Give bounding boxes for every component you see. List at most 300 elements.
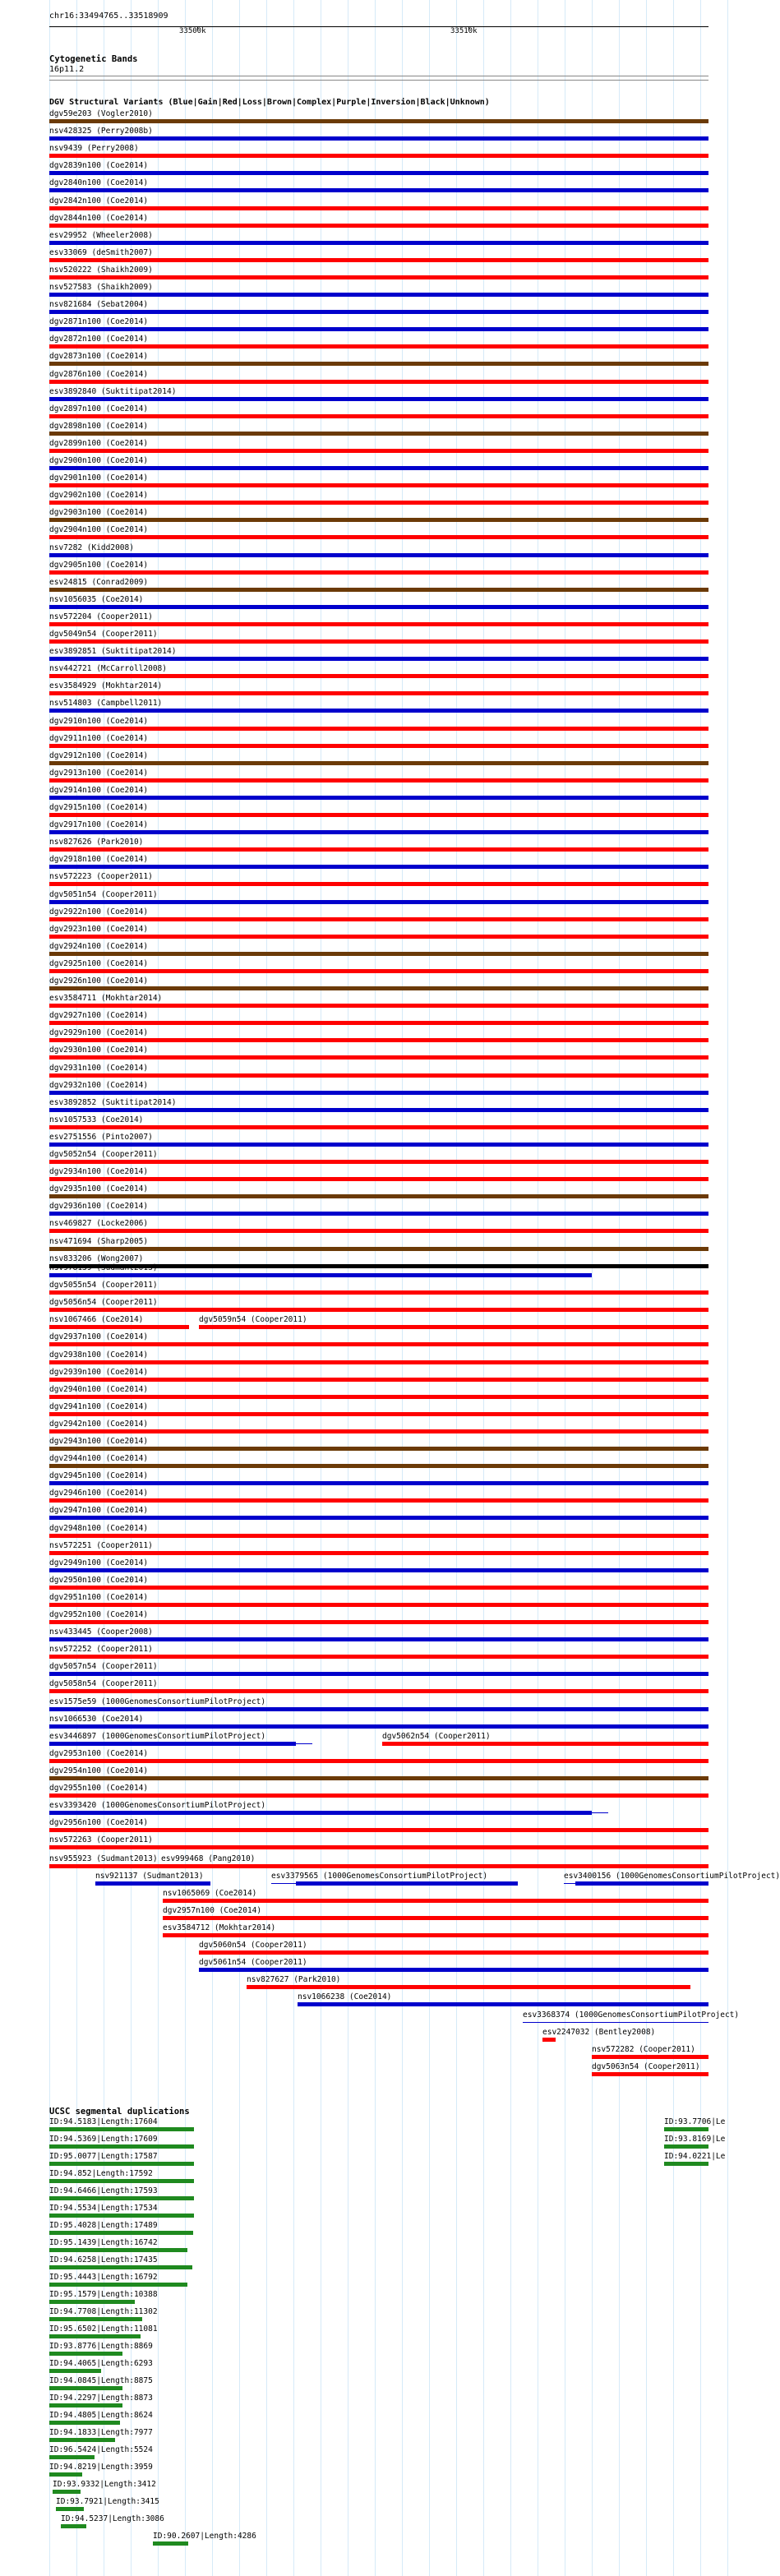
variant-label[interactable]: dgv2902n100 (Coe2014): [49, 491, 149, 500]
variant-bar[interactable]: [49, 1229, 708, 1233]
variant-bar[interactable]: [199, 1968, 708, 1972]
variant-label[interactable]: esv3393420 (1000GenomesConsortiumPilotProject): [49, 1801, 266, 1810]
variant-bar[interactable]: [49, 709, 708, 713]
variant-label[interactable]: dgv2915n100 (Coe2014): [49, 803, 149, 812]
variant-label[interactable]: ID:94.4805|Length:8624: [49, 2411, 153, 2420]
variant-label[interactable]: dgv2943n100 (Coe2014): [49, 1437, 149, 1446]
variant-label[interactable]: dgv2911n100 (Coe2014): [49, 734, 149, 743]
variant-bar[interactable]: [49, 501, 708, 505]
variant-label[interactable]: dgv2918n100 (Coe2014): [49, 855, 149, 864]
variant-label[interactable]: dgv5062n54 (Cooper2011): [382, 1732, 491, 1741]
variant-bar[interactable]: [49, 639, 708, 644]
variant-label[interactable]: ID:95.6502|Length:11081: [49, 2324, 158, 2334]
variant-bar[interactable]: [49, 1143, 708, 1147]
variant-bar[interactable]: [49, 310, 708, 314]
variant-label[interactable]: nsv572223 (Cooper2011): [49, 872, 153, 881]
variant-bar[interactable]: [49, 380, 708, 384]
variant-label[interactable]: ID:96.5424|Length:5524: [49, 2445, 153, 2454]
variant-label[interactable]: dgv2913n100 (Coe2014): [49, 769, 149, 778]
variant-label[interactable]: dgv5061n54 (Cooper2011): [199, 1958, 307, 1967]
variant-bar[interactable]: [49, 483, 708, 487]
variant-bar[interactable]: [49, 622, 708, 626]
variant-bar[interactable]: [49, 2386, 122, 2390]
variant-bar[interactable]: [49, 1672, 708, 1676]
variant-label[interactable]: ID:95.4028|Length:17489: [49, 2221, 158, 2230]
variant-label[interactable]: ID:94.5237|Length:3086: [61, 2514, 164, 2523]
variant-label[interactable]: dgv2938n100 (Coe2014): [49, 1350, 149, 1360]
variant-label[interactable]: dgv2925n100 (Coe2014): [49, 959, 149, 968]
variant-label[interactable]: dgv2844n100 (Coe2014): [49, 214, 149, 223]
variant-label[interactable]: nsv833206 (Wong2007): [49, 1254, 144, 1263]
variant-bar[interactable]: [592, 2055, 708, 2059]
variant-bar[interactable]: [49, 553, 708, 557]
variant-label[interactable]: nsv442721 (McCarroll2008): [49, 664, 167, 673]
variant-bar[interactable]: [49, 2334, 141, 2338]
variant-label[interactable]: dgv2927n100 (Coe2014): [49, 1011, 149, 1020]
variant-label[interactable]: ID:94.0221|Le: [664, 2152, 726, 2161]
variant-label[interactable]: dgv2926n100 (Coe2014): [49, 976, 149, 986]
variant-bar[interactable]: [49, 1464, 708, 1468]
variant-bar[interactable]: [49, 293, 708, 297]
variant-bar[interactable]: [49, 1759, 708, 1763]
variant-bar[interactable]: [49, 2283, 187, 2287]
variant-bar[interactable]: [49, 241, 708, 245]
variant-bar[interactable]: [49, 1828, 708, 1832]
variant-label[interactable]: dgv2899n100 (Coe2014): [49, 439, 149, 448]
variant-label[interactable]: nsv572251 (Cooper2011): [49, 1541, 153, 1550]
variant-bar[interactable]: [542, 2038, 556, 2042]
variant-label[interactable]: ID:94.4065|Length:6293: [49, 2359, 153, 2368]
variant-label[interactable]: dgv2935n100 (Coe2014): [49, 1184, 149, 1193]
variant-bar[interactable]: [49, 1342, 708, 1346]
variant-bar[interactable]: [49, 744, 708, 748]
variant-label[interactable]: dgv2932n100 (Coe2014): [49, 1081, 149, 1090]
variant-label[interactable]: dgv2937n100 (Coe2014): [49, 1332, 149, 1341]
variant-label[interactable]: dgv2954n100 (Coe2014): [49, 1766, 149, 1775]
variant-label[interactable]: nsv978139 (Sudmant2013): [49, 1263, 158, 1272]
variant-bar[interactable]: [49, 1212, 708, 1216]
variant-label[interactable]: nsv572204 (Cooper2011): [49, 612, 153, 621]
variant-label[interactable]: dgv5056n54 (Cooper2011): [49, 1298, 158, 1307]
variant-bar[interactable]: [298, 2002, 708, 2006]
variant-bar[interactable]: [664, 2144, 708, 2149]
variant-label[interactable]: ID:94.5369|Length:17609: [49, 2135, 158, 2144]
variant-bar[interactable]: [49, 1498, 708, 1503]
variant-label[interactable]: dgv2914n100 (Coe2014): [49, 786, 149, 795]
variant-label[interactable]: dgv2917n100 (Coe2014): [49, 820, 149, 829]
variant-label[interactable]: ID:93.7706|Le: [664, 2117, 726, 2126]
variant-label[interactable]: esv29952 (Wheeler2008): [49, 231, 153, 240]
variant-bar[interactable]: [49, 1395, 708, 1399]
variant-label[interactable]: dgv59e203 (Vogler2010): [49, 109, 153, 118]
variant-label[interactable]: ID:95.1579|Length:10388: [49, 2290, 158, 2299]
variant-bar[interactable]: [49, 1534, 708, 1538]
variant-label[interactable]: ID:93.8776|Length:8869: [49, 2342, 153, 2351]
variant-bar[interactable]: [163, 1933, 708, 1937]
variant-bar[interactable]: [49, 900, 708, 904]
variant-bar[interactable]: [49, 1707, 708, 1711]
variant-label[interactable]: dgv5059n54 (Cooper2011): [199, 1315, 307, 1324]
variant-label[interactable]: nsv1065069 (Coe2014): [163, 1889, 257, 1898]
variant-label[interactable]: dgv2957n100 (Coe2014): [163, 1906, 262, 1915]
variant-label[interactable]: ID:95.4443|Length:16792: [49, 2273, 158, 2282]
variant-label[interactable]: dgv2930n100 (Coe2014): [49, 1046, 149, 1055]
variant-bar[interactable]: [49, 1742, 296, 1746]
variant-bar[interactable]: [49, 986, 708, 990]
variant-bar[interactable]: [49, 570, 708, 575]
variant-bar[interactable]: [49, 1568, 708, 1572]
variant-bar[interactable]: [49, 206, 708, 210]
variant-bar[interactable]: [49, 1724, 708, 1729]
variant-bar[interactable]: [199, 1950, 708, 1955]
variant-bar[interactable]: [49, 1177, 708, 1181]
variant-label[interactable]: ID:94.7708|Length:11302: [49, 2307, 158, 2316]
variant-bar[interactable]: [49, 224, 708, 228]
variant-label[interactable]: dgv2946n100 (Coe2014): [49, 1489, 149, 1498]
variant-label[interactable]: esv3368374 (1000GenomesConsortiumPilotProject): [523, 2010, 740, 2020]
variant-bar[interactable]: [49, 258, 708, 262]
cytobands-title[interactable]: Cytogenetic Bands: [49, 54, 138, 64]
variant-label[interactable]: ID:95.1439|Length:16742: [49, 2238, 158, 2247]
variant-label[interactable]: esv3379565 (1000GenomesConsortiumPilotProject): [271, 1872, 488, 1881]
variant-label[interactable]: ID:94.852|Length:17592: [49, 2169, 153, 2178]
variant-label[interactable]: dgv2873n100 (Coe2014): [49, 352, 149, 361]
variant-label[interactable]: dgv2929n100 (Coe2014): [49, 1028, 149, 1037]
variant-bar[interactable]: [49, 275, 708, 279]
variant-bar[interactable]: [49, 1038, 708, 1042]
variant-label[interactable]: nsv827626 (Park2010): [49, 838, 144, 847]
variant-bar[interactable]: [49, 847, 708, 852]
variant-label[interactable]: dgv2842n100 (Coe2014): [49, 196, 149, 205]
variant-bar[interactable]: [49, 1273, 592, 1277]
segdups-title[interactable]: UCSC segmental duplications: [49, 2107, 190, 2117]
variant-label[interactable]: dgv2903n100 (Coe2014): [49, 508, 149, 517]
variant-bar[interactable]: [49, 449, 708, 453]
variant-label[interactable]: dgv2949n100 (Coe2014): [49, 1558, 149, 1567]
variant-label[interactable]: dgv2901n100 (Coe2014): [49, 473, 149, 482]
variant-bar[interactable]: [56, 2507, 84, 2511]
gridline: [456, 0, 457, 2576]
gridline: [727, 0, 728, 2576]
variant-bar[interactable]: [49, 657, 708, 661]
variant-bar[interactable]: [49, 466, 708, 470]
variant-bar[interactable]: [49, 1603, 708, 1607]
variant-label[interactable]: esv3892840 (Suktitipat2014): [49, 387, 177, 396]
variant-bar[interactable]: [49, 865, 708, 869]
variant-label[interactable]: dgv2944n100 (Coe2014): [49, 1454, 149, 1463]
variant-bar[interactable]: [49, 1160, 708, 1164]
variant-label[interactable]: nsv469827 (Locke2006): [49, 1219, 149, 1228]
variant-label[interactable]: nsv821684 (Sebat2004): [49, 300, 149, 309]
variant-bar[interactable]: [49, 2248, 187, 2252]
variant-label[interactable]: dgv2905n100 (Coe2014): [49, 561, 149, 570]
variant-bar[interactable]: [49, 1194, 708, 1198]
variant-label[interactable]: nsv572252 (Cooper2011): [49, 1645, 153, 1654]
variant-label[interactable]: nsv572282 (Cooper2011): [592, 2045, 695, 2054]
variant-label[interactable]: dgv2947n100 (Coe2014): [49, 1506, 149, 1515]
variant-label[interactable]: dgv2924n100 (Coe2014): [49, 942, 149, 951]
variant-bar[interactable]: [49, 952, 708, 956]
variant-bar[interactable]: [49, 1637, 708, 1641]
variant-label[interactable]: dgv2945n100 (Coe2014): [49, 1471, 149, 1480]
variant-label[interactable]: esv3584711 (Mokhtar2014): [49, 994, 163, 1003]
variant-bar[interactable]: [161, 1864, 708, 1868]
variant-bar[interactable]: [53, 2490, 81, 2494]
variant-label[interactable]: nsv9439 (Perry2008): [49, 144, 139, 153]
variant-label[interactable]: nsv1056035 (Coe2014): [49, 595, 144, 604]
variant-label[interactable]: ID:93.8169|Le: [664, 2135, 726, 2144]
variant-bar[interactable]: [575, 1881, 708, 1886]
variant-bar[interactable]: [247, 1985, 690, 1989]
variant-label[interactable]: ID:90.2607|Length:4286: [153, 2532, 256, 2541]
variant-bar[interactable]: [49, 2144, 194, 2149]
variant-bar[interactable]: [49, 1845, 708, 1849]
variant-label[interactable]: dgv2931n100 (Coe2014): [49, 1064, 149, 1073]
variant-bar[interactable]: [49, 535, 708, 539]
variant-bar[interactable]: [49, 1325, 189, 1329]
variant-label[interactable]: dgv2941n100 (Coe2014): [49, 1402, 149, 1411]
variant-label[interactable]: nsv955923 (Sudmant2013): [49, 1854, 158, 1863]
variant-label[interactable]: nsv520222 (Shaikh2009): [49, 265, 153, 275]
dgv-track-title[interactable]: DGV Structural Variants (Blue|Gain|Red|Loss|Brown|Complex|Purple|Inversion|Black|Unknown): [49, 98, 490, 107]
variant-bar[interactable]: [296, 1881, 518, 1886]
variant-bar[interactable]: [49, 1447, 708, 1451]
variant-bar[interactable]: [49, 1620, 708, 1624]
variant-bar[interactable]: [49, 2162, 194, 2166]
variant-bar[interactable]: [49, 2403, 122, 2407]
variant-label[interactable]: dgv2952n100 (Coe2014): [49, 1610, 149, 1619]
variant-label[interactable]: esv33069 (deSmith2007): [49, 248, 153, 257]
variant-label[interactable]: ID:94.2297|Length:8873: [49, 2394, 153, 2403]
variant-bar[interactable]: [49, 2421, 120, 2425]
variant-label[interactable]: dgv2904n100 (Coe2014): [49, 525, 149, 534]
variant-label[interactable]: nsv7282 (Kidd2008): [49, 543, 134, 552]
variant-bar[interactable]: [49, 917, 708, 921]
variant-bar[interactable]: [49, 674, 708, 678]
variant-bar[interactable]: [49, 2127, 194, 2131]
variant-bar[interactable]: [163, 1899, 708, 1903]
variant-label[interactable]: dgv5055n54 (Cooper2011): [49, 1281, 158, 1290]
variant-label[interactable]: esv1575e59 (1000GenomesConsortiumPilotProject): [49, 1697, 266, 1706]
variant-label[interactable]: dgv2948n100 (Coe2014): [49, 1524, 149, 1533]
variant-label[interactable]: ID:94.6466|Length:17593: [49, 2186, 158, 2195]
variant-bar[interactable]: [49, 1378, 708, 1382]
variant-label[interactable]: nsv428325 (Perry2008b): [49, 127, 153, 136]
variant-label[interactable]: esv3892852 (Suktitipat2014): [49, 1098, 177, 1107]
variant-label[interactable]: dgv2955n100 (Coe2014): [49, 1784, 149, 1793]
variant-label[interactable]: esv3584929 (Mokhtar2014): [49, 681, 163, 690]
variant-label[interactable]: esv999468 (Pang2010): [161, 1854, 256, 1863]
variant-bar[interactable]: [49, 119, 708, 123]
variant-bar[interactable]: [163, 1916, 708, 1920]
variant-label[interactable]: esv24815 (Conrad2009): [49, 578, 149, 587]
variant-label[interactable]: ID:94.5534|Length:17534: [49, 2204, 158, 2213]
variant-label[interactable]: ID:95.0077|Length:17587: [49, 2152, 158, 2161]
variant-label[interactable]: dgv2951n100 (Coe2014): [49, 1593, 149, 1602]
variant-label[interactable]: dgv5063n54 (Cooper2011): [592, 2062, 700, 2071]
variant-label[interactable]: dgv2897n100 (Coe2014): [49, 404, 149, 413]
variant-label[interactable]: dgv2942n100 (Coe2014): [49, 1420, 149, 1429]
variant-label[interactable]: dgv2839n100 (Coe2014): [49, 161, 149, 170]
variant-bar[interactable]: [49, 588, 708, 592]
variant-bar[interactable]: [49, 1551, 708, 1555]
variant-label[interactable]: nsv1066238 (Coe2014): [298, 1992, 392, 2001]
variant-label[interactable]: dgv2934n100 (Coe2014): [49, 1167, 149, 1176]
variant-bar[interactable]: [49, 432, 708, 436]
variant-bar[interactable]: [49, 1021, 708, 1025]
variant-bar[interactable]: [664, 2162, 708, 2166]
variant-label[interactable]: nsv1066530 (Coe2014): [49, 1715, 144, 1724]
variant-bar[interactable]: [49, 2196, 194, 2200]
variant-bar[interactable]: [49, 796, 708, 800]
variant-bar[interactable]: [49, 1125, 708, 1129]
variant-bar[interactable]: [49, 1811, 592, 1815]
variant-bar[interactable]: [49, 2369, 101, 2373]
variant-label[interactable]: dgv5060n54 (Cooper2011): [199, 1941, 307, 1950]
variant-bar[interactable]: [153, 2541, 188, 2546]
variant-bar[interactable]: [49, 397, 708, 401]
variant-bar[interactable]: [49, 1516, 708, 1520]
gridline: [402, 0, 403, 2576]
variant-bar[interactable]: [49, 1360, 708, 1364]
variant-label[interactable]: dgv5057n54 (Cooper2011): [49, 1662, 158, 1671]
variant-bar[interactable]: [49, 1091, 708, 1095]
variant-bar[interactable]: [49, 1308, 708, 1312]
variant-label[interactable]: esv3892851 (Suktitipat2014): [49, 647, 177, 656]
variant-bar[interactable]: [49, 327, 708, 331]
variant-bar[interactable]: [49, 2438, 115, 2442]
variant-label[interactable]: ID:94.6258|Length:17435: [49, 2255, 158, 2264]
variant-label[interactable]: ID:94.1833|Length:7977: [49, 2428, 153, 2437]
variant-bar[interactable]: [49, 2265, 192, 2269]
variant-label[interactable]: dgv2956n100 (Coe2014): [49, 1818, 149, 1827]
variant-bar[interactable]: [49, 830, 708, 834]
variant-label[interactable]: nsv827627 (Park2010): [247, 1975, 341, 1984]
variant-bar[interactable]: [49, 362, 708, 366]
variant-label[interactable]: nsv471694 (Sharp2005): [49, 1237, 149, 1246]
variant-bar[interactable]: [49, 1776, 708, 1780]
variant-bar[interactable]: [49, 691, 708, 695]
variant-label[interactable]: dgv2923n100 (Coe2014): [49, 925, 149, 934]
variant-label[interactable]: dgv2912n100 (Coe2014): [49, 751, 149, 760]
variant-bar[interactable]: [49, 1247, 708, 1251]
variant-bar[interactable]: [49, 2179, 194, 2183]
variant-label[interactable]: nsv1067466 (Coe2014): [49, 1315, 144, 1324]
variant-bar[interactable]: [49, 1481, 708, 1485]
variant-bar[interactable]: [49, 1655, 708, 1659]
variant-bar[interactable]: [61, 2524, 86, 2528]
variant-bar[interactable]: [49, 1586, 708, 1590]
variant-bar[interactable]: [49, 344, 708, 349]
variant-bar[interactable]: [49, 605, 708, 609]
variant-bar[interactable]: [592, 2072, 708, 2076]
variant-bar[interactable]: [49, 2300, 135, 2304]
variant-label[interactable]: dgv2939n100 (Coe2014): [49, 1368, 149, 1377]
variant-label[interactable]: nsv572263 (Cooper2011): [49, 1835, 153, 1844]
variant-label[interactable]: dgv2876n100 (Coe2014): [49, 370, 149, 379]
variant-bar[interactable]: [49, 969, 708, 973]
variant-label[interactable]: dgv2922n100 (Coe2014): [49, 907, 149, 916]
variant-bar[interactable]: [49, 778, 708, 782]
variant-bar[interactable]: [49, 171, 708, 175]
variant-bar[interactable]: [49, 882, 708, 886]
variant-bar[interactable]: [49, 154, 708, 158]
variant-bar[interactable]: [49, 1429, 708, 1433]
variant-bar[interactable]: [49, 1108, 708, 1112]
variant-bar[interactable]: [49, 2352, 122, 2356]
variant-bar[interactable]: [49, 1004, 708, 1008]
variant-label[interactable]: esv3584712 (Mokhtar2014): [163, 1923, 276, 1932]
variant-bar[interactable]: [382, 1742, 708, 1746]
variant-label[interactable]: ID:94.8219|Length:3959: [49, 2463, 153, 2472]
variant-label[interactable]: dgv2871n100 (Coe2014): [49, 317, 149, 326]
variant-bar[interactable]: [49, 1794, 708, 1798]
variant-bar[interactable]: [49, 2214, 194, 2218]
variant-bar[interactable]: [199, 1325, 708, 1329]
variant-label[interactable]: esv3400156 (1000GenomesConsortiumPilotProject): [564, 1872, 780, 1881]
variant-bar[interactable]: [49, 813, 708, 817]
variant-label[interactable]: nsv527583 (Shaikh2009): [49, 283, 153, 292]
variant-bar[interactable]: [49, 414, 708, 418]
variant-bar[interactable]: [49, 136, 708, 141]
variant-bar[interactable]: [49, 518, 708, 522]
variant-label[interactable]: dgv2898n100 (Coe2014): [49, 422, 149, 431]
variant-bar[interactable]: [49, 2317, 142, 2321]
variant-bar[interactable]: [49, 2455, 95, 2459]
variant-label[interactable]: dgv5058n54 (Cooper2011): [49, 1679, 158, 1688]
variant-label[interactable]: dgv2910n100 (Coe2014): [49, 717, 149, 726]
variant-label[interactable]: esv2247032 (Bentley2008): [542, 2028, 656, 2037]
variant-bar[interactable]: [664, 2127, 708, 2131]
variant-label[interactable]: nsv433445 (Cooper2008): [49, 1627, 153, 1637]
variant-bar[interactable]: [49, 2472, 82, 2477]
variant-bar[interactable]: [49, 1689, 708, 1693]
variant-label[interactable]: esv2751556 (Pinto2007): [49, 1133, 153, 1142]
variant-label[interactable]: ID:93.7921|Length:3415: [56, 2497, 159, 2506]
gridline: [185, 0, 186, 2576]
variant-label[interactable]: ID:94.0845|Length:8875: [49, 2376, 153, 2385]
variant-bar[interactable]: [49, 2231, 193, 2235]
variant-label[interactable]: dgv5049n54 (Cooper2011): [49, 630, 158, 639]
variant-bar[interactable]: [49, 1055, 708, 1059]
variant-label[interactable]: esv3446897 (1000GenomesConsortiumPilotProject): [49, 1732, 266, 1741]
ruler-tick-label: 33510k: [450, 27, 478, 35]
variant-bar[interactable]: [95, 1881, 210, 1886]
variant-label[interactable]: dgv2840n100 (Coe2014): [49, 178, 149, 187]
variant-bar[interactable]: [49, 1864, 161, 1868]
variant-bar[interactable]: [49, 1073, 708, 1078]
variant-label[interactable]: nsv514803 (Campbell2011): [49, 699, 163, 708]
variant-label[interactable]: dgv2950n100 (Coe2014): [49, 1576, 149, 1585]
variant-label[interactable]: ID:93.9332|Length:3412: [53, 2480, 156, 2489]
variant-bar[interactable]: [49, 727, 708, 731]
variant-bar[interactable]: [49, 1412, 708, 1416]
variant-bar[interactable]: [49, 1290, 708, 1295]
variant-label[interactable]: dgv5051n54 (Cooper2011): [49, 890, 158, 899]
variant-label[interactable]: dgv2936n100 (Coe2014): [49, 1202, 149, 1211]
variant-label[interactable]: dgv2900n100 (Coe2014): [49, 456, 149, 465]
variant-bar[interactable]: [49, 935, 708, 939]
variant-label[interactable]: dgv2953n100 (Coe2014): [49, 1749, 149, 1758]
variant-label[interactable]: nsv1057533 (Coe2014): [49, 1115, 144, 1124]
variant-bar[interactable]: [49, 188, 708, 192]
variant-label[interactable]: nsv921137 (Sudmant2013): [95, 1872, 204, 1881]
variant-label[interactable]: dgv2872n100 (Coe2014): [49, 335, 149, 344]
variant-bar[interactable]: [49, 761, 708, 765]
variant-label[interactable]: dgv2940n100 (Coe2014): [49, 1385, 149, 1394]
variant-label[interactable]: ID:94.5183|Length:17604: [49, 2117, 158, 2126]
variant-label[interactable]: dgv5052n54 (Cooper2011): [49, 1150, 158, 1159]
